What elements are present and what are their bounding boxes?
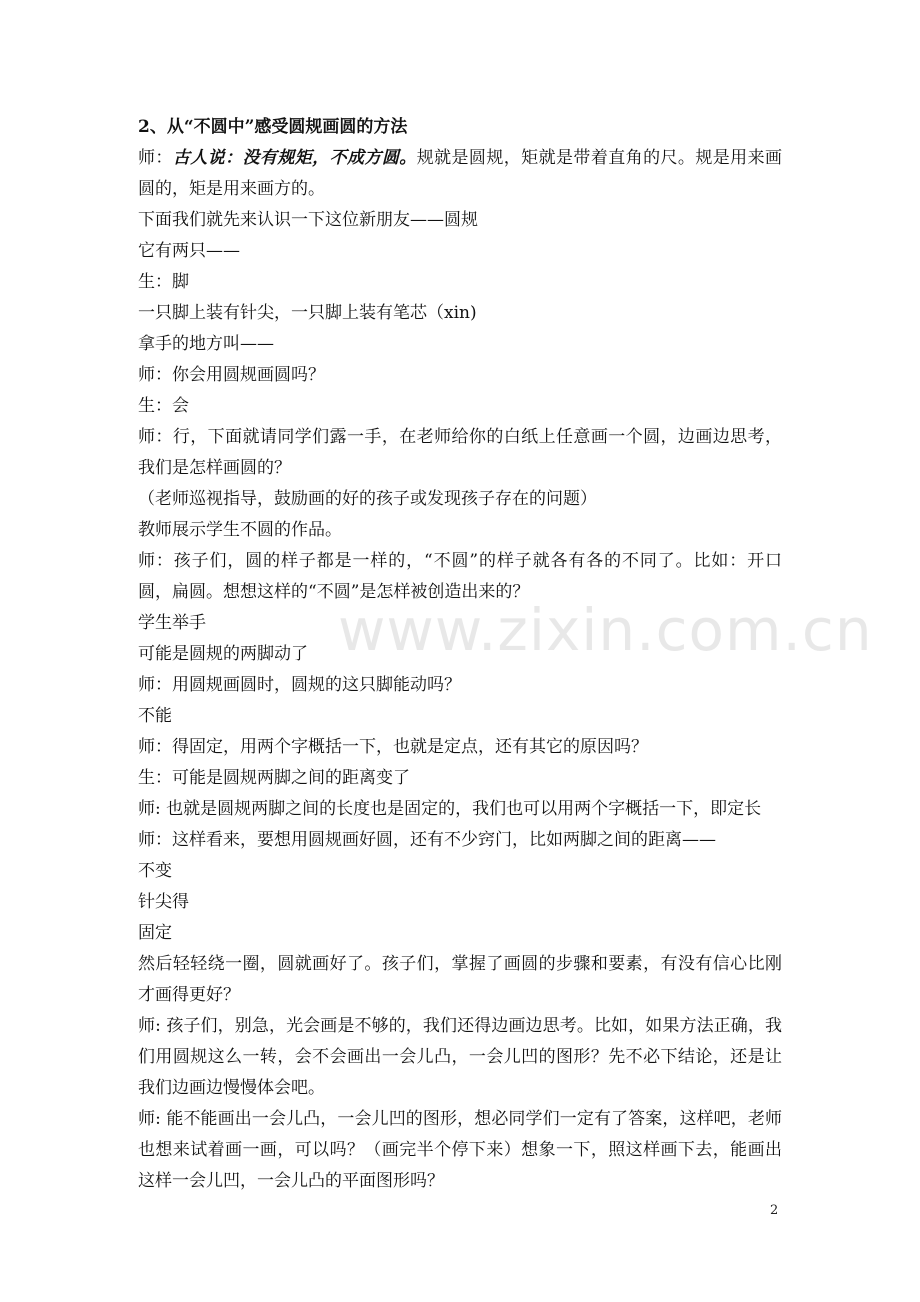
paragraph: 生：会 — [138, 396, 189, 416]
paragraph: 师：这样看来，要想用圆规画好圆，还有不少窍门，比如两脚之间的距离—— — [138, 830, 716, 850]
document-body — [138, 112, 782, 1197]
paragraph: 一只脚上装有针尖，一只脚上装有笔芯（xin) — [138, 303, 477, 323]
paragraph: 下面我们就先来认识一下这位新朋友——圆规 — [138, 210, 478, 230]
paragraph: 拿手的地方叫—— — [138, 334, 274, 354]
paragraph: 它有两只—— — [138, 241, 240, 261]
paragraph: 不能 — [138, 706, 172, 726]
paragraph: 固定 — [138, 923, 172, 943]
paragraph: 师：得固定，用两个字概括一下，也就是定点，还有其它的原因吗？ — [138, 737, 648, 757]
paragraph: 可能是圆规的两脚动了 — [138, 644, 308, 664]
paragraph: 师：用圆规画圆时，圆规的这只脚能动吗？ — [138, 675, 461, 695]
intro-rest: 规就是圆规，矩就是带着直角的尺。规是用来画圆的，矩是用来画方的。 — [138, 148, 783, 199]
paragraph: 教师展示学生不圆的作品。 — [138, 520, 342, 540]
watermark: www.zixin.com.cn — [338, 596, 873, 664]
intro-quote: 古人说：没有规矩，不成方圆。 — [172, 148, 417, 168]
intro-speaker: 师： — [138, 148, 173, 168]
paragraph: 师: 能不能画出一会儿凸，一会儿凹的图形，想必同学们一定有了答案，这样吧，老师也想来试着画一画，可以吗？（画完半个停下来）想象一下，照这样画下去，能画出这样一会儿凹，一会儿凸的平面图形吗？ — [138, 1109, 782, 1191]
paragraph: 针尖得 — [138, 892, 189, 912]
paragraph: 然后轻轻绕一圈，圆就画好了。孩子们，掌握了画圆的步骤和要素，有没有信心比刚才画得更好？ — [138, 954, 782, 1005]
paragraph: 师：行，下面就请同学们露一手，在老师给你的白纸上任意画一个圆，边画边思考，我们是怎样画圆的？ — [138, 427, 782, 478]
page-number: 2 — [770, 1203, 779, 1218]
paragraph: 师：你会用圆规画圆吗？ — [138, 365, 325, 385]
intro-paragraph — [138, 143, 782, 205]
paragraph: 师：孩子们，圆的样子都是一样的，“不圆”的样子就各有各的不同了。比如：开口圆，扁圆。想想这样的“不圆”是怎样被创造出来的？ — [138, 551, 782, 602]
paragraph: 师: 孩子们，别急，光会画是不够的，我们还得边画边思考。比如，如果方法正确，我们用圆规这么一转，会不会画出一会儿凸，一会儿凹的图形？先不必下结论，还是让我们边画边慢慢体会吧。 — [138, 1016, 782, 1098]
paragraph: 学生举手 — [138, 613, 206, 633]
section-heading: 2、从“不圆中”感受圆规画圆的方法 — [138, 117, 408, 137]
paragraph: 不变 — [138, 861, 172, 881]
paragraph: 生：可能是圆规两脚之间的距离变了 — [138, 768, 410, 788]
paragraph: （老师巡视指导，鼓励画的好的孩子或发现孩子存在的问题） — [138, 489, 597, 509]
paragraph: 生：脚 — [138, 272, 189, 292]
paragraph: 师: 也就是圆规两脚之间的长度也是固定的，我们也可以用两个字概括一下，即定长 — [138, 799, 762, 819]
